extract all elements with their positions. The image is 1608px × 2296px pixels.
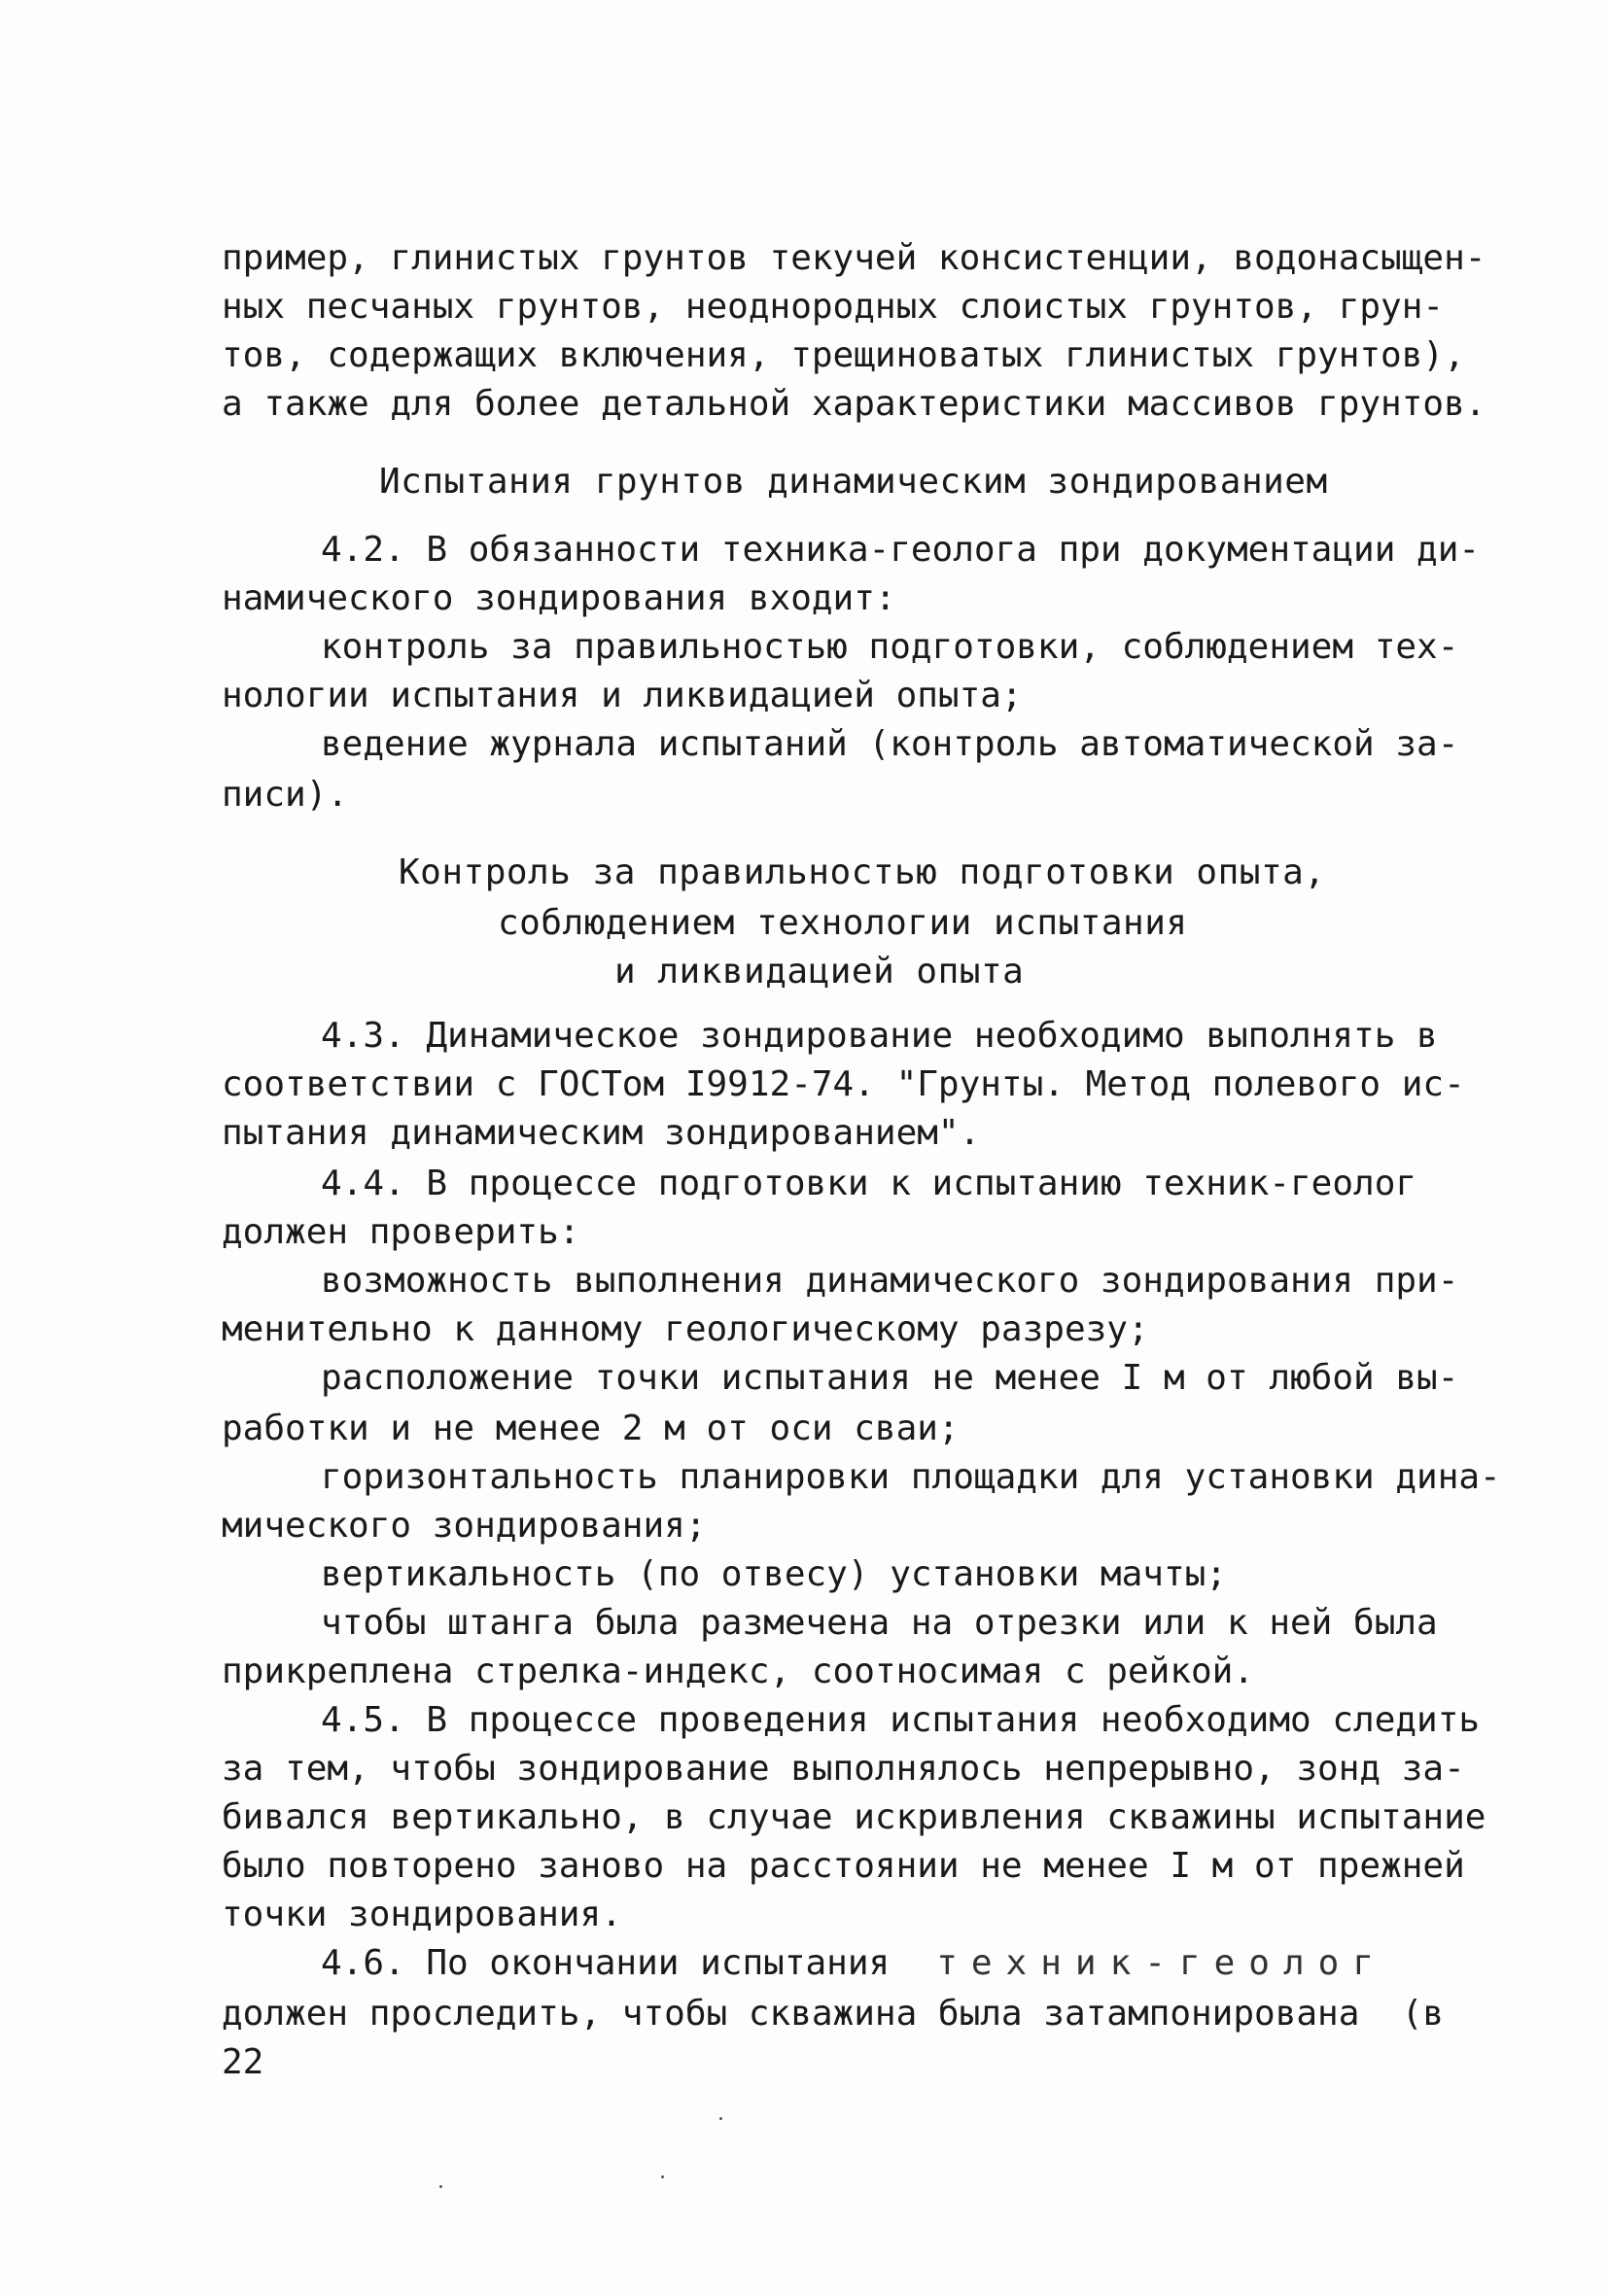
intro-line-2: ных песчаных грунтов, неоднородных слоистых грунтов, грун- xyxy=(222,287,1445,327)
paragraph-4-5-line-1: 4.5. В процессе проведения испытания необходимо следить xyxy=(321,1700,1481,1740)
paragraph-4-2-line-6: писи). xyxy=(222,775,349,815)
scan-speck xyxy=(719,2117,722,2120)
scan-speck xyxy=(439,2185,442,2188)
paragraph-4-4-line-4: менительно к данному геологическому разрезу; xyxy=(222,1309,1149,1349)
intro-line-3: тов, содержащих включения, трещиноватых глинистых грунтов), xyxy=(222,335,1465,375)
paragraph-4-6-start: 4.6. По окончании испытания xyxy=(321,1943,891,1983)
paragraph-4-4-line-6: работки и не менее 2 м от оси сваи; xyxy=(222,1409,960,1448)
intro-line-4: а также для более детальной характеристики массивов грунтов. xyxy=(222,384,1486,424)
section-heading-dynamic-sounding: Испытания грунтов динамическим зондированием xyxy=(379,462,1328,502)
paragraph-4-4-line-2: должен проверить: xyxy=(222,1212,580,1252)
paragraph-4-6-line-1 xyxy=(321,1943,1387,1983)
intro-line-1: пример, глинистых грунтов текучей консистенции, водонасыщен- xyxy=(222,238,1486,278)
paragraph-4-4-line-9: вертикальность (по отвесу) установки мачты; xyxy=(321,1554,1227,1594)
paragraph-4-2-line-3: контроль за правильностью подготовки, соблюдением тех- xyxy=(321,627,1459,667)
paragraph-4-3-line-1: 4.3. Динамическое зондирование необходимо выполнять в xyxy=(321,1016,1438,1056)
paragraph-4-4-line-3: возможность выполнения динамического зондирования при- xyxy=(321,1261,1459,1301)
page-number: 22 xyxy=(222,2042,264,2082)
section-heading-control-line-1: Контроль за правильностью подготовки опыта, xyxy=(399,852,1326,892)
paragraph-4-5-line-2: за тем, чтобы зондирование выполнялось непрерывно, зонд за- xyxy=(222,1749,1465,1789)
paragraph-4-2-line-1: 4.2. В обязанности техника-геолога при документации ди- xyxy=(321,530,1481,570)
paragraph-4-4-line-7: горизонтальность планировки площадки для установки дина- xyxy=(321,1457,1501,1497)
paragraph-4-6-line-2: должен проследить, чтобы скважина была затампонирована (в xyxy=(222,1994,1445,2034)
scan-speck xyxy=(661,2175,664,2178)
paragraph-4-5-line-4: было повторено заново на расстоянии не менее I м от прежней xyxy=(222,1846,1465,1886)
paragraph-4-5-line-3: бивался вертикально, в случае искривления скважины испытание xyxy=(222,1797,1486,1837)
paragraph-4-3-line-2: соответствии с ГОСТом I9912-74. "Грунты. Метод полевого ис- xyxy=(222,1064,1465,1104)
paragraph-4-4-line-10: чтобы штанга была размечена на отрезки или к ней была xyxy=(321,1603,1438,1643)
paragraph-4-4-line-5: расположение точки испытания не менее I м от любой вы- xyxy=(321,1358,1459,1398)
paragraph-4-4-line-11: прикреплена стрелка-индекс, соотносимая с рейкой. xyxy=(222,1652,1255,1691)
paragraph-4-4-line-8: мического зондирования; xyxy=(222,1506,707,1546)
paragraph-4-2-line-5: ведение журнала испытаний (контроль автоматической за- xyxy=(321,724,1459,764)
paragraph-4-6-spaced-word: техник-геолог xyxy=(936,1943,1387,1983)
section-heading-control-line-3: и ликвидацией опыта xyxy=(614,952,1025,991)
paragraph-4-5-line-5: точки зондирования. xyxy=(222,1895,622,1934)
paragraph-4-2-line-2: намического зондирования входит: xyxy=(222,578,896,618)
paragraph-4-2-line-4: нологии испытания и ликвидацией опыта; xyxy=(222,676,1023,715)
section-heading-control-line-2: соблюдением технологии испытания xyxy=(498,903,1188,943)
paragraph-4-3-line-3: пытания динамическим зондированием". xyxy=(222,1113,981,1153)
paragraph-4-4-line-1: 4.4. В процессе подготовки к испытанию техник-геолог xyxy=(321,1164,1417,1203)
